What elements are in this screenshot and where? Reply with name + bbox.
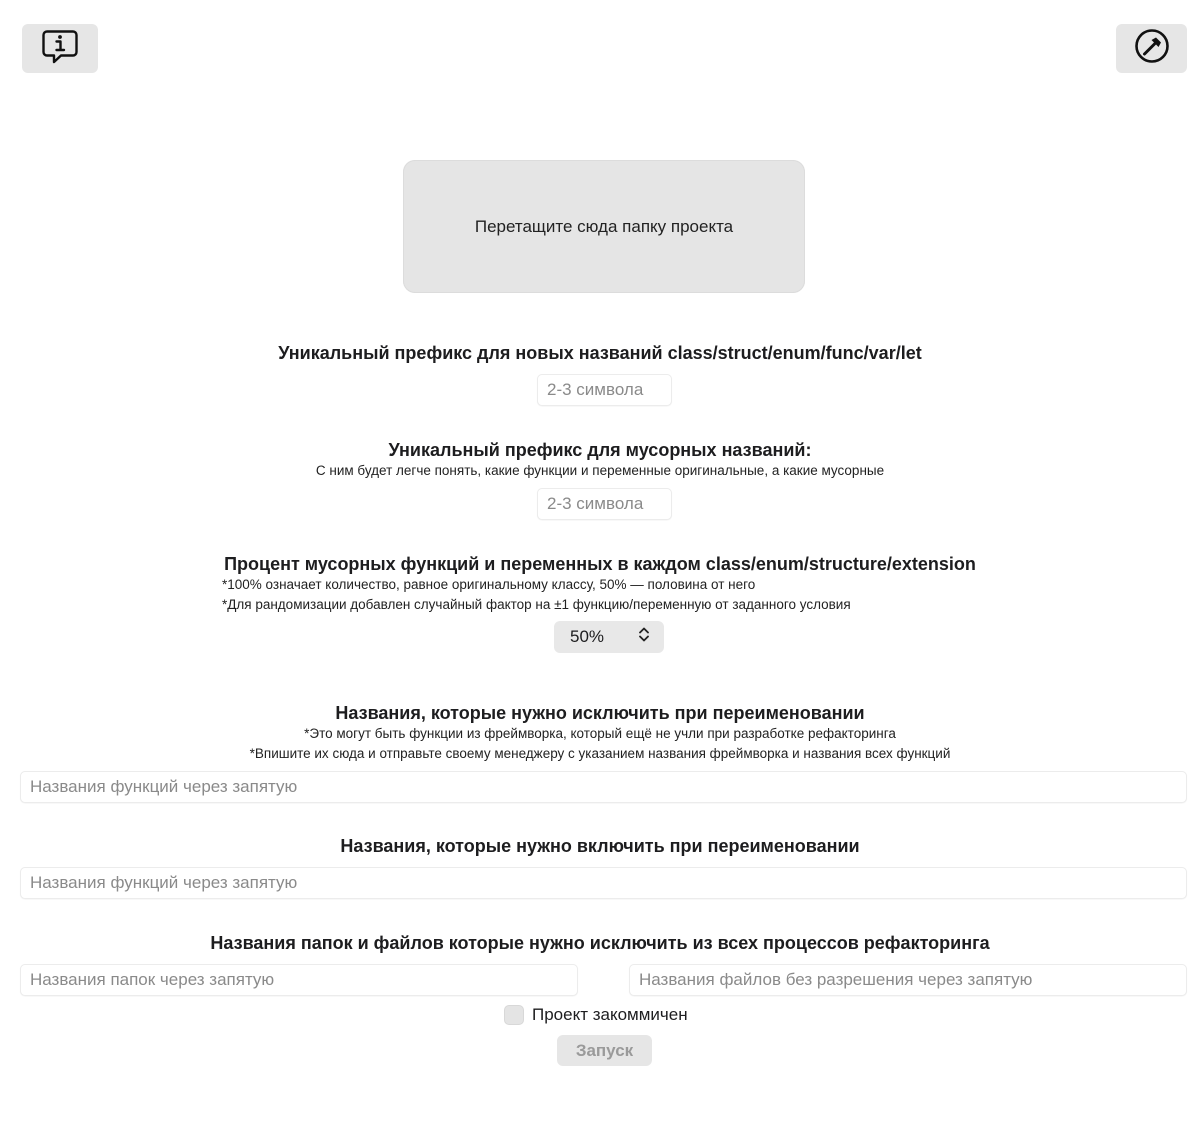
exclude-names-input[interactable] <box>20 771 1187 803</box>
hammer-circle-icon <box>1133 27 1171 70</box>
junk-percent-note-2: *Для рандомизации добавлен случайный фактор на ±1 функцию/переменную от заданного условия <box>222 597 851 612</box>
prefix-junk-subtitle: С ним будет легче понять, какие функции и переменные оригинальные, а какие мусорные <box>315 463 885 478</box>
chevron-up-down-icon <box>638 626 650 648</box>
exclude-files-input[interactable] <box>629 964 1187 996</box>
committed-checkbox-row[interactable] <box>504 1004 688 1026</box>
exclude-folders-input[interactable] <box>20 964 578 996</box>
committed-checkbox[interactable] <box>504 1005 524 1025</box>
prefix-junk-input[interactable] <box>537 488 672 520</box>
committed-label: Проект закоммичен <box>532 1005 688 1024</box>
exclude-names-title: Названия, которые нужно исключить при переименовании <box>335 703 865 723</box>
prefix-new-input[interactable] <box>537 374 672 406</box>
info-bubble-icon <box>41 27 79 70</box>
junk-percent-value: 50% <box>570 627 605 646</box>
drop-zone-label: Перетащите сюда папку проекта <box>474 216 734 236</box>
info-button[interactable] <box>22 24 98 73</box>
tools-button[interactable] <box>1116 24 1187 73</box>
exclude-names-note-2: *Впишите их сюда и отправьте своему менеджеру с указанием названия фреймворка и названия всех функций <box>249 746 951 761</box>
run-button-label: Запуск <box>575 1040 634 1060</box>
junk-percent-select[interactable] <box>554 621 664 653</box>
include-names-title: Названия, которые нужно включить при переименовании <box>340 836 860 856</box>
junk-percent-title: Процент мусорных функций и переменных в каждом class/enum/structure/extension <box>224 554 976 574</box>
run-button[interactable] <box>557 1035 652 1066</box>
prefix-junk-title: Уникальный префикс для мусорных названий: <box>388 440 812 460</box>
junk-percent-note-1: *100% означает количество, равное оригинальному классу, 50% — половина от него <box>222 577 756 592</box>
exclude-paths-title: Названия папок и файлов которые нужно исключить из всех процессов рефакторинга <box>210 933 990 953</box>
project-drop-zone[interactable] <box>403 160 805 293</box>
prefix-new-title: Уникальный префикс для новых названий class/struct/enum/func/var/let <box>278 343 922 363</box>
exclude-names-note-1: *Это могут быть функции из фреймворка, который ещё не учли при разработке рефакторинга <box>304 726 896 741</box>
include-names-input[interactable] <box>20 867 1187 899</box>
